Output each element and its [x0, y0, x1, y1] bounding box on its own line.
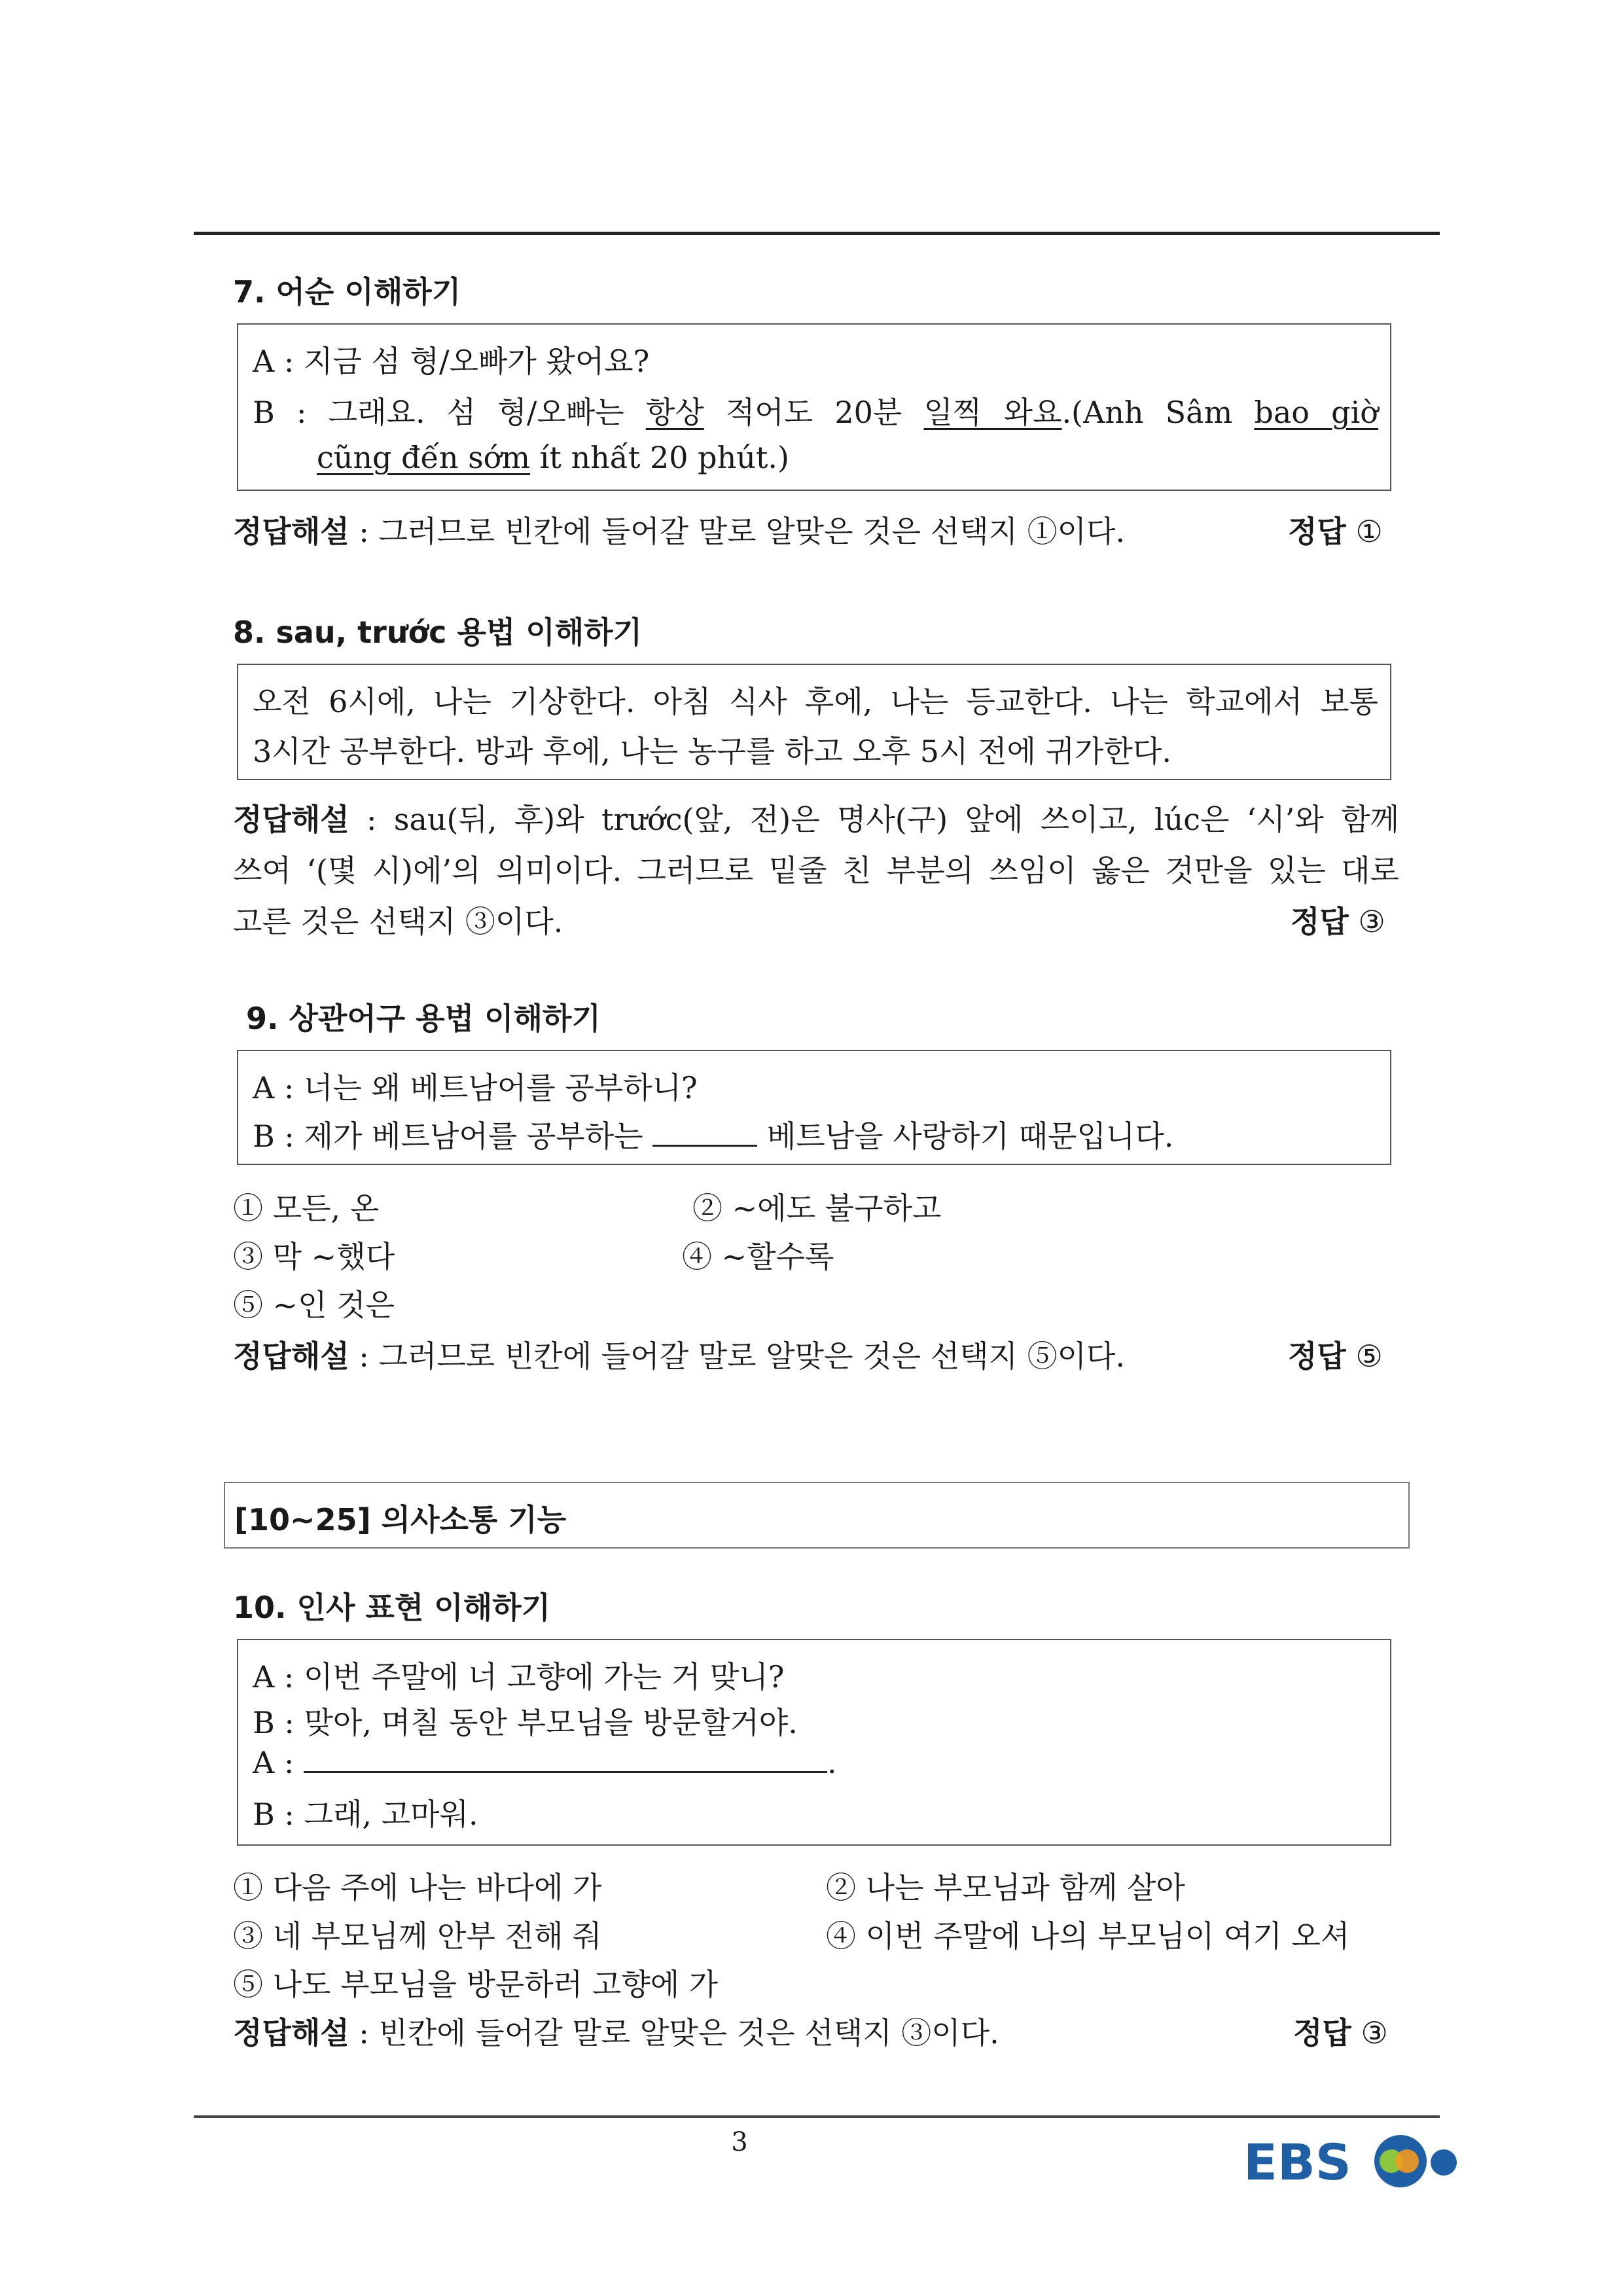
q10-explanation-text: : 빈칸에 들어갈 말로 알맞은 것은 선택지 ③이다.: [349, 2015, 999, 2051]
q9-b-suffix: 베트남을 사랑하기 때문입니다.: [757, 1119, 1174, 1154]
q8-explanation-text-1: : sau(뒤, 후)와 trước(앞, 전)은 명사(구) 앞에 쓰이고, lúc은 ‘시’와 함께: [349, 802, 1399, 837]
q10-option-5: ⑤ 나도 부모님을 방문하러 고향에 가: [233, 1967, 719, 2002]
q10-a2-prefix: A :: [253, 1745, 304, 1780]
q9-explanation-label: 정답해설: [233, 1338, 349, 1374]
q7-explanation: [233, 508, 1125, 551]
q8-explanation-line-2: 쓰여 ‘(몇 시)에’의 의미이다. 그러므로 밑줄 친 부분의 쓰임이 옳은 것만을 있는 대로: [233, 853, 1399, 888]
q8-explanation-line-1: [233, 796, 1399, 839]
top-rule: [194, 232, 1440, 235]
q9-option-4: ④ ~할수록: [682, 1239, 834, 1274]
page-number: 3: [731, 2127, 748, 2157]
q9-answer-value: ⑤: [1355, 1338, 1383, 1374]
q9-b-prefix: B : 제가 베트남어를 공부하는: [253, 1119, 653, 1154]
q8-answer-value: ③: [1358, 904, 1385, 939]
q7-underline-2: 일찍 와요: [923, 395, 1062, 430]
q8-explanation-line-3: 고른 것은 선택지 ③이다.: [233, 904, 563, 939]
q8-answer: [1291, 898, 1385, 941]
q10-line-a1: A : 이번 주말에 너 고향에 가는 거 맞니?: [253, 1659, 785, 1695]
q9-dialog-box: [237, 1050, 1391, 1165]
q7-underline-4: cũng đến sớm: [317, 440, 530, 475]
q7-line-b: [253, 389, 1378, 432]
q7-answer: [1288, 508, 1383, 551]
q10-heading: 10. 인사 표현 이해하기: [233, 1590, 551, 1625]
q9-option-1: ① 모든, 온: [233, 1191, 380, 1226]
q9-option-2: ② ~에도 불구하고: [692, 1191, 942, 1226]
q9-explanation-text: : 그러므로 빈칸에 들어갈 말로 알맞은 것은 선택지 ⑤이다.: [349, 1338, 1126, 1374]
q10-answer-value: ③: [1361, 2015, 1388, 2051]
q7-underline-1: 항상: [645, 395, 704, 430]
q8-passage-box: [237, 664, 1391, 780]
q7-underline-3: bao giờ: [1254, 395, 1378, 430]
q9-answer: [1288, 1333, 1383, 1376]
q7-b-mid2: .(Anh Sâm: [1061, 395, 1255, 430]
q8-explanation-label: 정답해설: [233, 802, 349, 837]
q8-answer-label: 정답: [1291, 904, 1349, 939]
q9-blank: [652, 1119, 757, 1147]
q9-option-5: ⑤ ~인 것은: [233, 1287, 395, 1323]
q7-b-end: ít nhất 20 phút.): [530, 440, 789, 475]
q7-answer-label: 정답: [1288, 514, 1346, 549]
q9-option-3: ③ 막 ~했다: [233, 1239, 395, 1274]
bottom-rule: [194, 2115, 1440, 2118]
q10-line-a2: [253, 1745, 837, 1780]
q10-a2-suffix: .: [827, 1745, 837, 1780]
q8-passage-line-1: 오전 6시에, 나는 기상한다. 아침 식사 후에, 나는 등교한다. 나는 학교에서 보통: [253, 684, 1378, 719]
q10-dialog-box: [237, 1639, 1391, 1846]
q7-explanation-text: : 그러므로 빈칸에 들어갈 말로 알맞은 것은 선택지 ①이다.: [349, 514, 1126, 549]
q7-b-mid1: 적어도 20분: [704, 395, 924, 430]
q10-option-4: ④ 이번 주말에 나의 부모님이 여기 오셔: [826, 1918, 1350, 1954]
q9-explanation: [233, 1333, 1125, 1376]
q10-blank: [304, 1745, 827, 1773]
q10-answer: [1293, 2009, 1388, 2053]
q9-line-b: [253, 1113, 1173, 1156]
q10-option-2: ② 나는 부모님과 함께 살아: [826, 1870, 1185, 1905]
q7-explanation-label: 정답해설: [233, 514, 349, 549]
q7-b-prefix: B : 그래요. 섬 형/오빠는: [253, 395, 646, 430]
ebs-logo-orange-icon: [1395, 2149, 1419, 2173]
q10-line-b1: B : 맞아, 며칠 동안 부모님을 방문할거야.: [253, 1705, 798, 1740]
q7-line-a: A : 지금 섬 형/오빠가 왔어요?: [253, 344, 650, 379]
q10-option-3: ③ 네 부모님께 안부 전해 줘: [233, 1918, 602, 1954]
q7-answer-value: ①: [1355, 514, 1383, 549]
q10-option-1: ① 다음 주에 나는 바다에 가: [233, 1870, 602, 1905]
ebs-logo-text: EBS: [1243, 2133, 1351, 2191]
q8-passage-line-2: 3시간 공부한다. 방과 후에, 나는 농구를 하고 오후 5시 전에 귀가한다.: [253, 734, 1171, 769]
ebs-logo: [1243, 2128, 1459, 2194]
q7-dialog-box: [237, 323, 1391, 491]
q7-heading: 7. 어순 이해하기: [233, 274, 461, 310]
q9-answer-label: 정답: [1288, 1338, 1346, 1374]
q10-answer-label: 정답: [1293, 2015, 1351, 2051]
q8-heading: 8. sau, trước 용법 이해하기: [233, 615, 643, 650]
q10-explanation: [233, 2009, 999, 2053]
q10-line-b2: B : 그래, 고마워.: [253, 1797, 478, 1832]
q9-heading: 9. 상관어구 용법 이해하기: [246, 1001, 601, 1036]
section-title: [10~25] 의사소통 기능: [234, 1502, 567, 1537]
q10-explanation-label: 정답해설: [233, 2015, 349, 2051]
q9-line-a: A : 너는 왜 베트남어를 공부하니?: [253, 1070, 698, 1105]
section-header-box: [224, 1482, 1410, 1549]
ebs-logo-dot-icon: [1431, 2149, 1457, 2176]
q7-line-b2: [317, 440, 789, 475]
